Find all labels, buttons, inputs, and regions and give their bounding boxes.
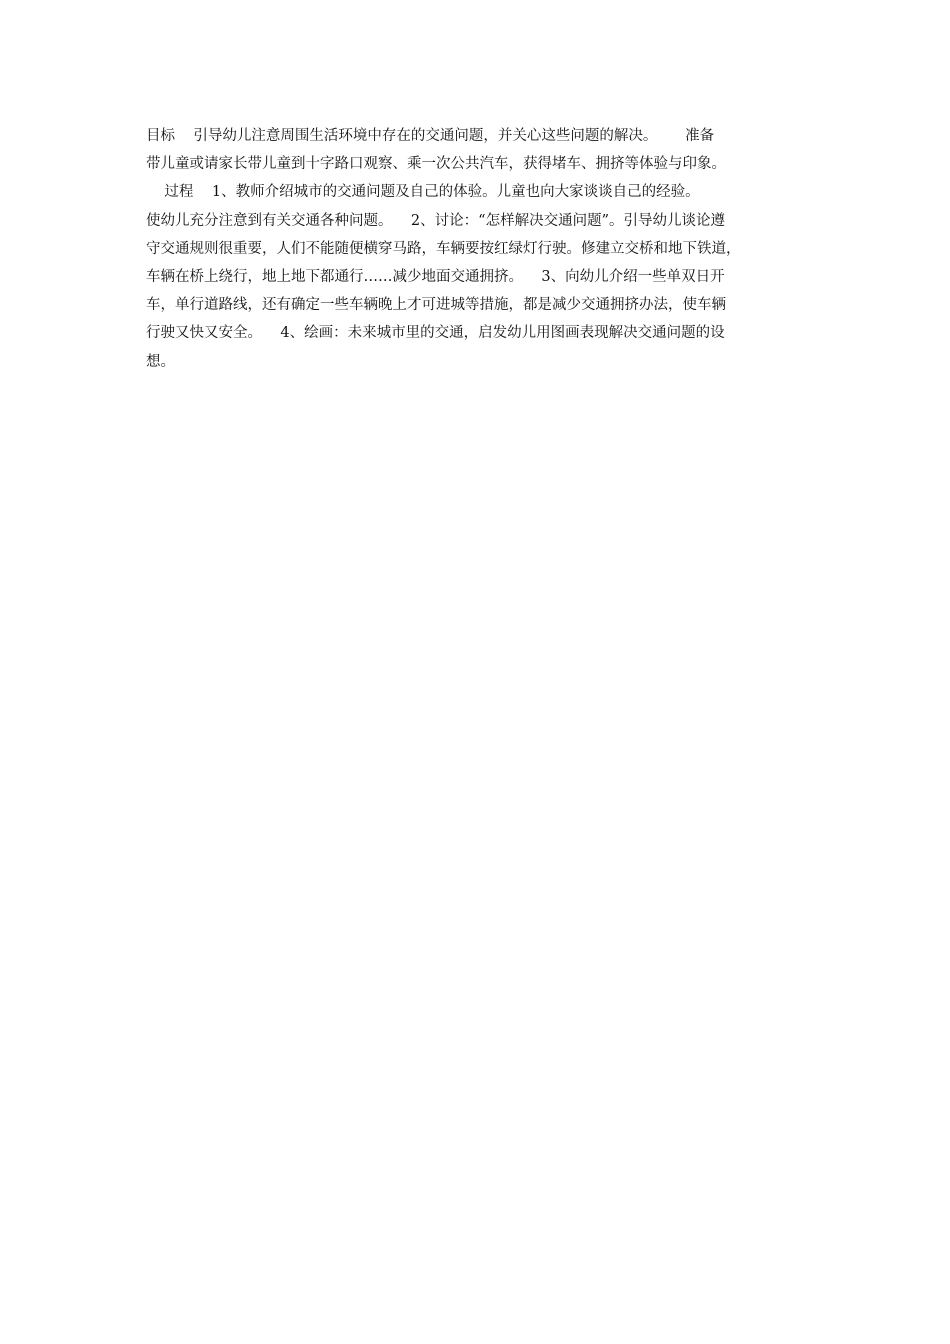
text-line: 过程 1、教师介绍城市的交通问题及自己的体验。儿童也向大家谈谈自己的经验。 <box>146 184 700 201</box>
text-line: 想。 <box>146 353 175 370</box>
text-line: 带儿童或请家长带儿童到十字路口观察、乘一次公共汽车，获得堵车、拥挤等体验与印象。 <box>146 156 726 173</box>
body-text <box>146 122 812 376</box>
text-line: 行驶又快又安全。 4、绘画：未来城市里的交通，启发幼儿用图画表现解决交通问题的设 <box>146 325 725 342</box>
text-line: 目标 引导幼儿注意周围生活环境中存在的交通问题，并关心这些问题的解决。 准备 <box>146 128 715 144</box>
text-line: 使幼儿充分注意到有关交通各种问题。 2、讨论：“怎样解决交通问题”。引导幼儿谈论遵 <box>146 212 725 229</box>
text-line: 车辆在桥上绕行，地上地下都通行……减少地面交通拥挤。 3、向幼儿介绍一些单双日开 <box>146 268 725 285</box>
text-line: 守交通规则很重要，人们不能随便横穿马路，车辆要按红绿灯行驶。修建立交桥和地下铁道， <box>146 240 741 257</box>
text-line: 车，单行道路线，还有确定一些车辆晚上才可进城等措施，都是减少交通拥挤办法，使车辆 <box>146 297 726 314</box>
